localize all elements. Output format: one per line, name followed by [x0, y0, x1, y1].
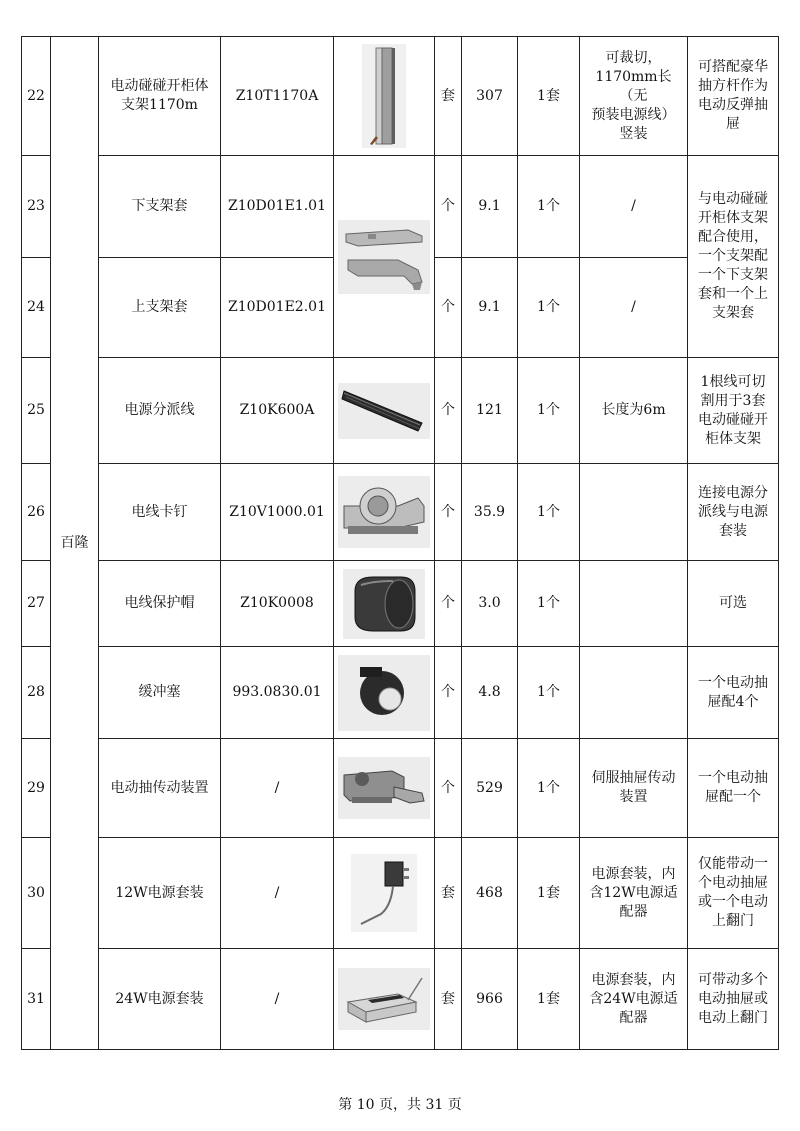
- product-model: Z10K600A: [221, 358, 334, 464]
- note: 伺服抽屉传动 装置: [580, 739, 688, 838]
- product-name: 缓冲塞: [99, 647, 221, 739]
- unit: 个: [435, 258, 462, 358]
- drive-unit-icon: [338, 757, 430, 819]
- note: [580, 561, 688, 647]
- row-number: 30: [22, 838, 51, 949]
- product-name: 24W电源套装: [99, 949, 221, 1050]
- cable-strip-icon: [338, 383, 430, 439]
- product-name: 12W电源套装: [99, 838, 221, 949]
- remark: 可搭配豪华 抽方杆作为 电动反弹抽 屉: [688, 37, 779, 156]
- row-number: 24: [22, 258, 51, 358]
- price: 35.9: [462, 464, 518, 561]
- product-model: /: [221, 739, 334, 838]
- price: 468: [462, 838, 518, 949]
- table-row: [22, 156, 779, 258]
- product-image-cell: [334, 561, 435, 647]
- unit: 套: [435, 838, 462, 949]
- power-adapter-24w-icon: [338, 968, 430, 1030]
- protective-cap-icon: [343, 569, 425, 639]
- product-image-cell: [334, 37, 435, 156]
- quantity: 1个: [518, 258, 580, 358]
- table-row: [22, 37, 779, 156]
- unit: 个: [435, 358, 462, 464]
- price: 3.0: [462, 561, 518, 647]
- quantity: 1个: [518, 739, 580, 838]
- buffer-plug-icon: [338, 655, 430, 731]
- unit: 个: [435, 561, 462, 647]
- table-row: [22, 561, 779, 647]
- note: 电源套装，内 含12W电源适 配器: [580, 838, 688, 949]
- unit: 套: [435, 949, 462, 1050]
- row-number: 25: [22, 358, 51, 464]
- quantity: 1个: [518, 358, 580, 464]
- table-row: [22, 949, 779, 1050]
- quantity: 1个: [518, 647, 580, 739]
- price: 4.8: [462, 647, 518, 739]
- product-model: Z10V1000.01: [221, 464, 334, 561]
- brand-cell: 百隆: [51, 37, 99, 1050]
- quantity: 1个: [518, 561, 580, 647]
- row-number: 29: [22, 739, 51, 838]
- table-row: [22, 739, 779, 838]
- unit: 个: [435, 464, 462, 561]
- row-number: 27: [22, 561, 51, 647]
- note: [580, 464, 688, 561]
- power-adapter-12w-icon: [351, 854, 417, 932]
- note: /: [580, 258, 688, 358]
- product-model: Z10K0008: [221, 561, 334, 647]
- row-number: 22: [22, 37, 51, 156]
- product-image-cell: [334, 739, 435, 838]
- product-model: /: [221, 838, 334, 949]
- product-name: 电动抽传动装置: [99, 739, 221, 838]
- unit: 个: [435, 739, 462, 838]
- product-name: 电源分派线: [99, 358, 221, 464]
- quantity: 1套: [518, 37, 580, 156]
- quantity: 1套: [518, 949, 580, 1050]
- unit: 个: [435, 156, 462, 258]
- note: /: [580, 156, 688, 258]
- product-name: 电线卡钉: [99, 464, 221, 561]
- note: 电源套装，内 含24W电源适 配器: [580, 949, 688, 1050]
- unit: 套: [435, 37, 462, 156]
- product-name: 下支架套: [99, 156, 221, 258]
- unit: 个: [435, 647, 462, 739]
- price: 9.1: [462, 156, 518, 258]
- remark: 1根线可切 割用于3套 电动碰碰开 柜体支架: [688, 358, 779, 464]
- price: 9.1: [462, 258, 518, 358]
- table-row: [22, 838, 779, 949]
- price: 307: [462, 37, 518, 156]
- vertical-profile-bar-icon: [362, 44, 406, 148]
- product-image-cell: [334, 464, 435, 561]
- remark: 一个电动抽 屉配4个: [688, 647, 779, 739]
- remark: 可选: [688, 561, 779, 647]
- row-number: 31: [22, 949, 51, 1050]
- row-number: 26: [22, 464, 51, 561]
- product-model: /: [221, 949, 334, 1050]
- quantity: 1套: [518, 838, 580, 949]
- remark: 连接电源分 派线与电源 套装: [688, 464, 779, 561]
- product-model: Z10T1170A: [221, 37, 334, 156]
- product-name: 电动碰碰开柜体 支架1170m: [99, 37, 221, 156]
- product-name: 电线保护帽: [99, 561, 221, 647]
- price: 529: [462, 739, 518, 838]
- product-spec-table: [21, 36, 779, 1050]
- quantity: 1个: [518, 464, 580, 561]
- row-number: 28: [22, 647, 51, 739]
- remark: 一个电动抽 屉配一个: [688, 739, 779, 838]
- note: [580, 647, 688, 739]
- product-image-cell: [334, 647, 435, 739]
- bracket-set-icon: [338, 220, 430, 294]
- remark: 仅能带动一 个电动抽屉 或一个电动 上翻门: [688, 838, 779, 949]
- note: 可裁切， 1170mm长（无 预装电源线） 竖装: [580, 37, 688, 156]
- table-row: [22, 464, 779, 561]
- quantity: 1个: [518, 156, 580, 258]
- product-image-cell: [334, 949, 435, 1050]
- cable-clip-icon: [338, 476, 430, 548]
- note: 长度为6m: [580, 358, 688, 464]
- product-model: 993.0830.01: [221, 647, 334, 739]
- table-row: [22, 647, 779, 739]
- product-image-cell: [334, 838, 435, 949]
- remark: 可带动多个 电动抽屉或 电动上翻门: [688, 949, 779, 1050]
- product-model: Z10D01E1.01: [221, 156, 334, 258]
- price: 966: [462, 949, 518, 1050]
- page-footer: 第 10 页，共 31 页: [338, 1097, 462, 1113]
- product-model: Z10D01E2.01: [221, 258, 334, 358]
- product-image-cell: [334, 156, 435, 358]
- table-row: [22, 358, 779, 464]
- row-number: 23: [22, 156, 51, 258]
- product-name: 上支架套: [99, 258, 221, 358]
- product-image-cell: [334, 358, 435, 464]
- price: 121: [462, 358, 518, 464]
- remark: 与电动碰碰 开柜体支架 配合使用， 一个支架配 一个下支架 套和一个上 支架套: [688, 156, 779, 358]
